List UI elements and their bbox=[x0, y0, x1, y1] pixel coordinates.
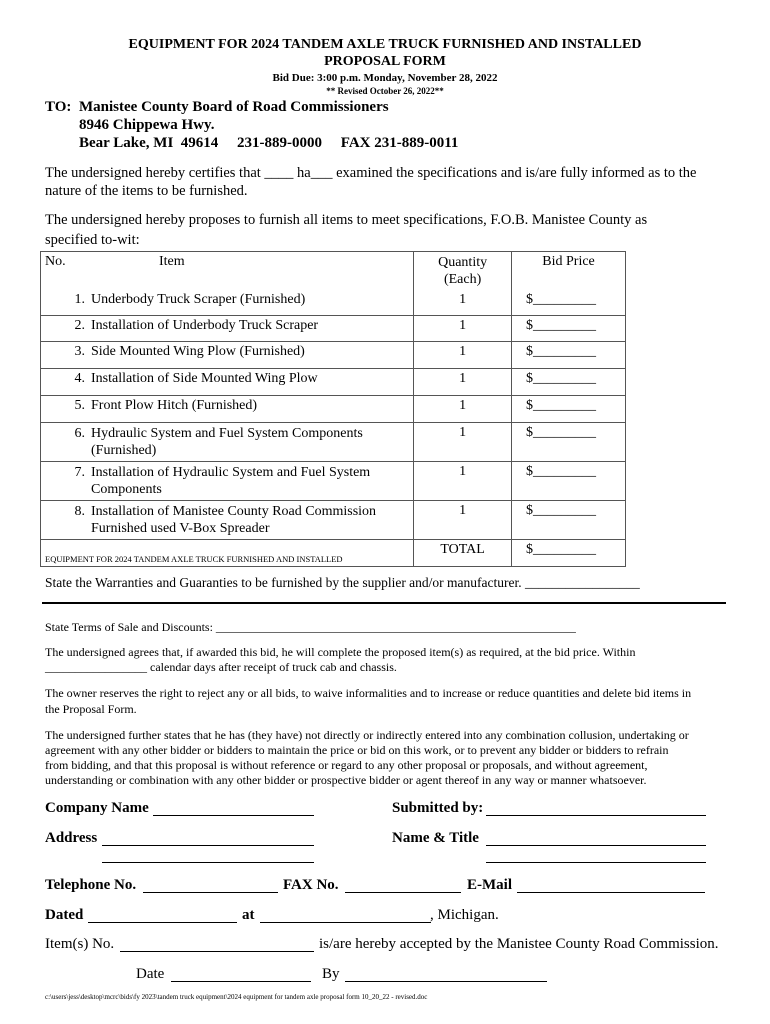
revised-note: ** Revised October 26, 2022** bbox=[326, 86, 444, 96]
form-title: EQUIPMENT FOR 2024 TANDEM AXLE TRUCK FURNISHED AND INSTALLED bbox=[128, 37, 642, 52]
items-table bbox=[40, 251, 626, 567]
owner-line-1: The owner reserves the right to reject any or all bids, to waive informalities and to increase or reduce quantities and delete bid items in bbox=[45, 686, 692, 700]
total-label: TOTAL bbox=[414, 540, 512, 567]
company-name-field[interactable] bbox=[153, 815, 314, 816]
certify-line-1: The undersigned hereby certifies that ____ ha___ examined the specifications and is/are fully informed as to the bbox=[45, 165, 697, 181]
to-label: TO: bbox=[45, 99, 72, 115]
row-number: 6. bbox=[74, 426, 85, 441]
table-row bbox=[41, 501, 626, 540]
table-header-row bbox=[41, 252, 626, 291]
row-price-field[interactable]: $_________ bbox=[512, 501, 626, 540]
bid-due: Bid Due: 3:00 p.m. Monday, November 28, 2022 bbox=[272, 72, 498, 84]
row-number: 5. bbox=[74, 398, 85, 413]
row-price-field[interactable]: $_________ bbox=[512, 396, 626, 423]
col-qty-header: Quantity bbox=[438, 255, 488, 270]
fax-field[interactable] bbox=[345, 892, 461, 893]
row-item-cont: Components bbox=[91, 482, 162, 497]
row-item-cont: (Furnished) bbox=[91, 443, 157, 458]
by-label: By bbox=[322, 966, 340, 982]
col-item-header: Item bbox=[159, 254, 185, 269]
email-field[interactable] bbox=[517, 892, 705, 893]
row-qty: 1 bbox=[414, 423, 512, 462]
at-label: at bbox=[242, 907, 255, 923]
row-item-cont: Furnished used V-Box Spreader bbox=[91, 521, 270, 536]
table-row bbox=[41, 316, 626, 342]
row-price-field[interactable]: $_________ bbox=[512, 316, 626, 342]
dated-label: Dated bbox=[45, 907, 84, 923]
address-field-2[interactable] bbox=[102, 862, 314, 863]
location-field[interactable] bbox=[260, 922, 431, 923]
row-price-field[interactable]: $_________ bbox=[512, 290, 626, 316]
row-number: 7. bbox=[74, 465, 85, 480]
section-divider bbox=[42, 602, 726, 604]
row-item: Installation of Underbody Truck Scraper bbox=[91, 318, 319, 333]
items-no-field[interactable] bbox=[120, 951, 314, 952]
total-price-field[interactable]: $_________ bbox=[512, 540, 626, 567]
row-qty: 1 bbox=[414, 316, 512, 342]
row-price-field[interactable]: $_________ bbox=[512, 462, 626, 501]
row-item: Installation of Hydraulic System and Fuel System bbox=[91, 465, 371, 480]
file-path-footer: c:\users\jess\desktop\mcrc\bids\fy 2023\tandem truck equipment\2024 equipment for tandem axle proposal form 10_20_22 - revised.doc bbox=[45, 993, 428, 1001]
recipient-city-phone: Bear Lake, MI 49614 231-889-0000 FAX 231-889-0011 bbox=[79, 135, 459, 151]
name-title-field[interactable] bbox=[486, 845, 706, 846]
row-qty: 1 bbox=[414, 462, 512, 501]
row-qty: 1 bbox=[414, 342, 512, 369]
row-item: Hydraulic System and Fuel System Components bbox=[91, 426, 363, 441]
row-item: Installation of Manistee County Road Commission bbox=[91, 504, 377, 519]
table-row bbox=[41, 396, 626, 423]
recipient-name: Manistee County Board of Road Commissioners bbox=[79, 99, 389, 115]
michigan-label: , Michigan. bbox=[430, 907, 499, 923]
further-line-1: The undersigned further states that he has (they have) not directly or indirectly entered into any combination collusion, undertaking or bbox=[45, 728, 689, 742]
email-label: E-Mail bbox=[467, 877, 512, 893]
terms-line: State Terms of Sale and Discounts: ____________________________________________________________ bbox=[45, 620, 576, 634]
certify-line-2: nature of the items to be furnished. bbox=[45, 183, 248, 199]
row-number: 2. bbox=[74, 318, 85, 333]
col-no-header: No. bbox=[45, 254, 66, 269]
row-price-field[interactable]: $_________ bbox=[512, 423, 626, 462]
col-qty-sub: (Each) bbox=[443, 272, 482, 287]
table-row bbox=[41, 462, 626, 501]
address-label: Address bbox=[45, 830, 98, 846]
row-item: Underbody Truck Scraper (Furnished) bbox=[91, 292, 306, 307]
row-item: Installation of Side Mounted Wing Plow bbox=[91, 371, 318, 386]
table-row bbox=[41, 369, 626, 396]
submitted-by-label: Submitted by: bbox=[392, 800, 484, 816]
name-title-field-2[interactable] bbox=[486, 862, 706, 863]
col-price-header: Bid Price bbox=[512, 252, 626, 291]
row-price-field[interactable]: $_________ bbox=[512, 342, 626, 369]
submitted-by-field[interactable] bbox=[486, 815, 706, 816]
propose-line-2: specified to-wit: bbox=[45, 232, 140, 248]
recipient-street: 8946 Chippewa Hwy. bbox=[79, 117, 215, 133]
row-item: Side Mounted Wing Plow (Furnished) bbox=[91, 344, 305, 359]
row-qty: 1 bbox=[414, 290, 512, 316]
accepted-text: is/are hereby accepted by the Manistee County Road Commission. bbox=[319, 936, 719, 952]
items-no-label: Item(s) No. bbox=[45, 936, 115, 952]
dated-field[interactable] bbox=[88, 922, 237, 923]
further-line-4: understanding or combination with any other bidder or prospective bidder or agent thereof in any way or manner whatsoever. bbox=[45, 773, 647, 787]
row-qty: 1 bbox=[414, 501, 512, 540]
row-number: 1. bbox=[74, 292, 85, 307]
row-item: Front Plow Hitch (Furnished) bbox=[91, 398, 258, 413]
table-footer-caption: EQUIPMENT FOR 2024 TANDEM AXLE TRUCK FURNISHED AND INSTALLED bbox=[41, 540, 414, 567]
table-row bbox=[41, 290, 626, 316]
acceptance-date-field[interactable] bbox=[171, 981, 311, 982]
table-total-row bbox=[41, 540, 626, 567]
propose-line-1: The undersigned hereby proposes to furnish all items to meet specifications, F.O.B. Manistee County as bbox=[45, 212, 648, 228]
form-subtitle: PROPOSAL FORM bbox=[324, 54, 446, 69]
further-line-2: agreement with any other bidder or bidders to maintain the price or bid on this work, or to prevent any bidder or bidders to refrain bbox=[45, 743, 669, 757]
acceptance-by-field[interactable] bbox=[345, 981, 547, 982]
date-label: Date bbox=[136, 966, 165, 982]
telephone-field[interactable] bbox=[143, 892, 278, 893]
agree-line-1: The undersigned agrees that, if awarded this bid, he will complete the proposed item(s) as required, at the bid price. Within bbox=[45, 645, 636, 659]
row-number: 8. bbox=[74, 504, 85, 519]
owner-line-2: the Proposal Form. bbox=[45, 702, 137, 716]
row-qty: 1 bbox=[414, 369, 512, 396]
warranties-line: State the Warranties and Guaranties to be furnished by the supplier and/or manufacturer. _________________ bbox=[45, 575, 640, 590]
name-title-label: Name & Title bbox=[392, 830, 479, 846]
fax-label: FAX No. bbox=[283, 877, 339, 893]
telephone-label: Telephone No. bbox=[45, 877, 137, 893]
agree-line-2: _________________ calendar days after receipt of truck cab and chassis. bbox=[45, 660, 397, 674]
company-name-label: Company Name bbox=[45, 800, 149, 816]
row-price-field[interactable]: $_________ bbox=[512, 369, 626, 396]
table-row bbox=[41, 423, 626, 462]
further-line-3: from bidding, and that this proposal is without reference or regard to any other proposal or proposals, and without agreement, bbox=[45, 758, 648, 772]
row-number: 4. bbox=[74, 371, 85, 386]
address-field[interactable] bbox=[102, 845, 314, 846]
row-qty: 1 bbox=[414, 396, 512, 423]
table-row bbox=[41, 342, 626, 369]
row-number: 3. bbox=[74, 344, 85, 359]
